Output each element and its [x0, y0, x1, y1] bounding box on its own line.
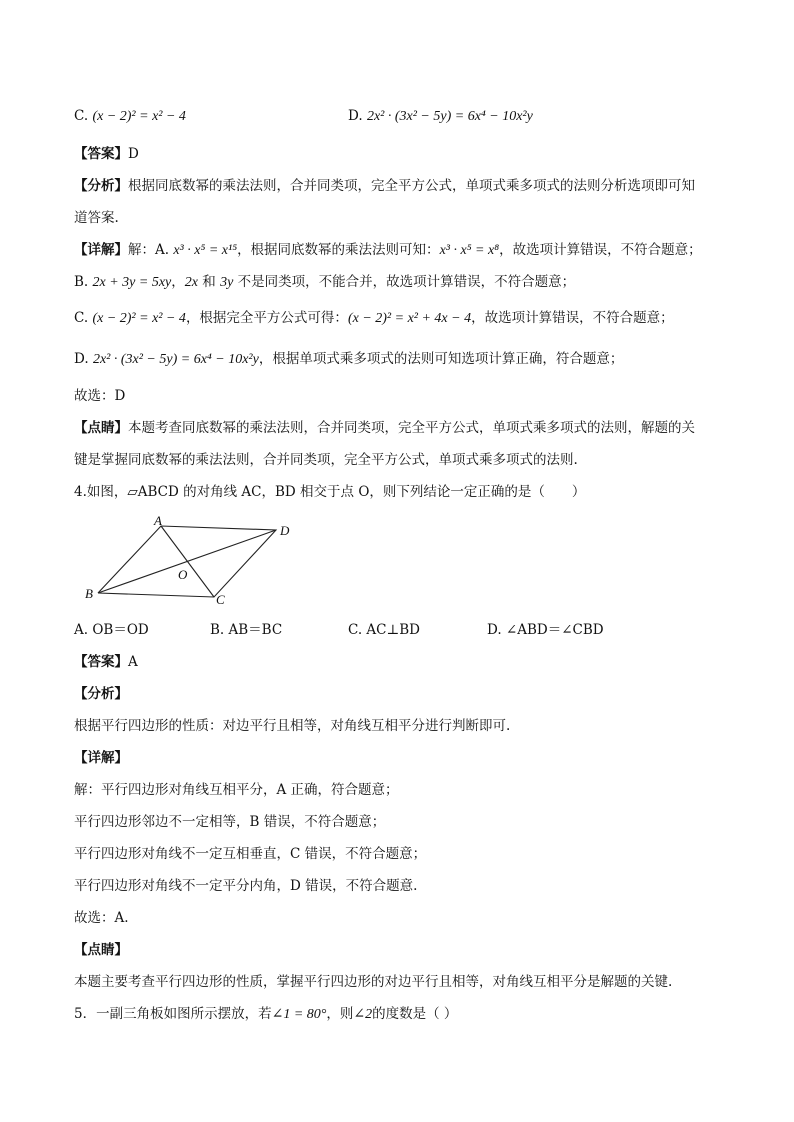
- q3-detail-c: [74, 308, 734, 329]
- q3-option-d-expr: 2x² · (3x² − 5y) = 6x⁴ − 10x²y: [366, 109, 533, 124]
- q3-analysis-line-1: [74, 176, 734, 196]
- q3-comment-line-1: [74, 418, 734, 438]
- detail-c-expr1: (x − 2)² = x² − 4: [92, 311, 186, 326]
- detail-a-pre: 解：A.: [128, 242, 174, 258]
- q4-detail-line-1: 解：平行四边形对角线互相平分，A 正确，符合题意；: [74, 782, 399, 798]
- q3-option-c-letter: C.: [74, 108, 89, 124]
- q5-angle2-expr: ∠2: [353, 1007, 373, 1022]
- q3-choose: 故选：D: [74, 388, 126, 404]
- q4-detail-label: [74, 748, 734, 768]
- detail-a-post: ，故选项计算错误，不符合题意；: [499, 242, 702, 258]
- comment-label: 【点睛】: [74, 942, 128, 958]
- q4-detail-line-4: 平行四边形对角线不一定平分内角，D 错误，不符合题意.: [74, 878, 418, 894]
- vertex-label-a: A: [154, 513, 162, 528]
- detail-b-post: 不是同类项，不能合并，故选项计算错误，不符合题意；: [233, 274, 576, 290]
- detail-a-expr1: x³ · x⁵ = x¹⁵: [173, 243, 238, 258]
- answer-value: D: [128, 146, 139, 162]
- answer-value: A: [128, 654, 138, 670]
- analysis-label: 【分析】: [74, 178, 128, 194]
- detail-a-expr2: x³ · x⁵ = x⁸: [439, 243, 500, 258]
- q3-option-d: [348, 106, 533, 127]
- detail-d-expr: 2x² · (3x² − 5y) = 6x⁴ − 10x²y: [92, 352, 259, 367]
- vertex-label-o: O: [178, 567, 188, 582]
- q3-detail-b: [74, 272, 734, 293]
- vertex-label-d: D: [280, 523, 290, 538]
- answer-label: 【答案】: [74, 654, 128, 670]
- detail-b-2x: 2x: [184, 275, 198, 290]
- detail-b-3y: 3y: [220, 275, 234, 290]
- detail-b-mid: ，: [171, 274, 185, 290]
- q5-angle1-expr: ∠1 = 80°: [271, 1007, 327, 1022]
- diagonal-bd: [98, 530, 276, 593]
- q3-option-c-expr: (x − 2)² = x² − 4: [92, 109, 186, 124]
- detail-c-mid: ，根据完全平方公式可得：: [185, 310, 348, 326]
- q3-answer: [74, 144, 734, 164]
- detail-c-pre: C.: [74, 310, 93, 326]
- q5-stem-post: 的度数是（ ）: [372, 1006, 458, 1022]
- q5-stem: [74, 1004, 734, 1025]
- vertex-label-b: B: [85, 586, 93, 601]
- q3-analysis-line-2: 道答案.: [74, 210, 119, 226]
- detail-a-mid: ，根据同底数幂的乘法法则可知：: [237, 242, 440, 258]
- detail-b-expr: 2x + 3y = 5xy: [92, 275, 172, 290]
- q4-comment-text: 本题主要考查平行四边形的性质，掌握平行四边形的对边平行且相等，对角线互相平分是解题的关键.: [74, 974, 673, 990]
- detail-c-expr2: (x − 2)² = x² + 4x − 4: [347, 311, 472, 326]
- detail-label: 【详解】: [74, 750, 128, 766]
- q4-option-c: C. AC⊥BD: [348, 622, 420, 638]
- q4-option-a: A. OB＝OD: [74, 622, 149, 638]
- detail-c-post: ，故选项计算错误，不符合题意；: [471, 310, 674, 326]
- q4-answer: [74, 652, 734, 672]
- detail-d-pre: D.: [74, 351, 93, 367]
- q4-option-b: B. AB＝BC: [210, 622, 283, 638]
- q4-comment-label: [74, 940, 734, 960]
- q3-option-c: [74, 106, 186, 127]
- q3-detail-d: [74, 349, 734, 370]
- analysis-label: 【分析】: [74, 686, 128, 702]
- comment-label: 【点睛】: [74, 420, 128, 436]
- q4-detail-line-3: 平行四边形对角线不一定互相垂直，C 错误，不符合题意；: [74, 846, 427, 862]
- q4-option-d: D. ∠ABD＝∠CBD: [487, 622, 604, 638]
- q4-choose: 故选：A.: [74, 910, 129, 926]
- detail-label: 【详解】: [74, 242, 128, 258]
- vertex-label-c: C: [216, 592, 225, 607]
- q4-stem: 4.如图，▱ABCD 的对角线 AC，BD 相交于点 O，则下列结论一定正确的是（ ）: [74, 484, 586, 500]
- q5-stem-mid: ，则: [326, 1006, 354, 1022]
- q3-comment-line-2: 键是掌握同底数幂的乘法法则，合并同类项，完全平方公式，单项式乘多项式的法则.: [74, 452, 578, 468]
- detail-b-pre: B.: [74, 274, 93, 290]
- parallelogram-figure: [80, 512, 300, 607]
- q4-analysis-text: 根据平行四边形的性质：对边平行且相等，对角线互相平分进行判断即可.: [74, 718, 511, 734]
- q4-analysis-label: [74, 684, 734, 704]
- comment-text: 本题考查同底数幂的乘法法则，合并同类项，完全平方公式，单项式乘多项式的法则，解题的关: [128, 420, 695, 436]
- answer-label: 【答案】: [74, 146, 128, 162]
- q3-option-d-letter: D.: [348, 108, 363, 124]
- q5-stem-pre: 5．一副三角板如图所示摆放，若: [74, 1006, 272, 1022]
- analysis-text: 根据同底数幂的乘法法则，合并同类项，完全平方公式，单项式乘多项式的法则分析选项即可知: [128, 178, 695, 194]
- detail-d-post: ，根据单项式乘多项式的法则可知选项计算正确，符合题意；: [258, 351, 624, 367]
- q4-detail-line-2: 平行四边形邻边不一定相等，B 错误，不符合题意；: [74, 814, 386, 830]
- detail-b-and: 和: [197, 274, 221, 290]
- q3-detail-a: [74, 240, 734, 261]
